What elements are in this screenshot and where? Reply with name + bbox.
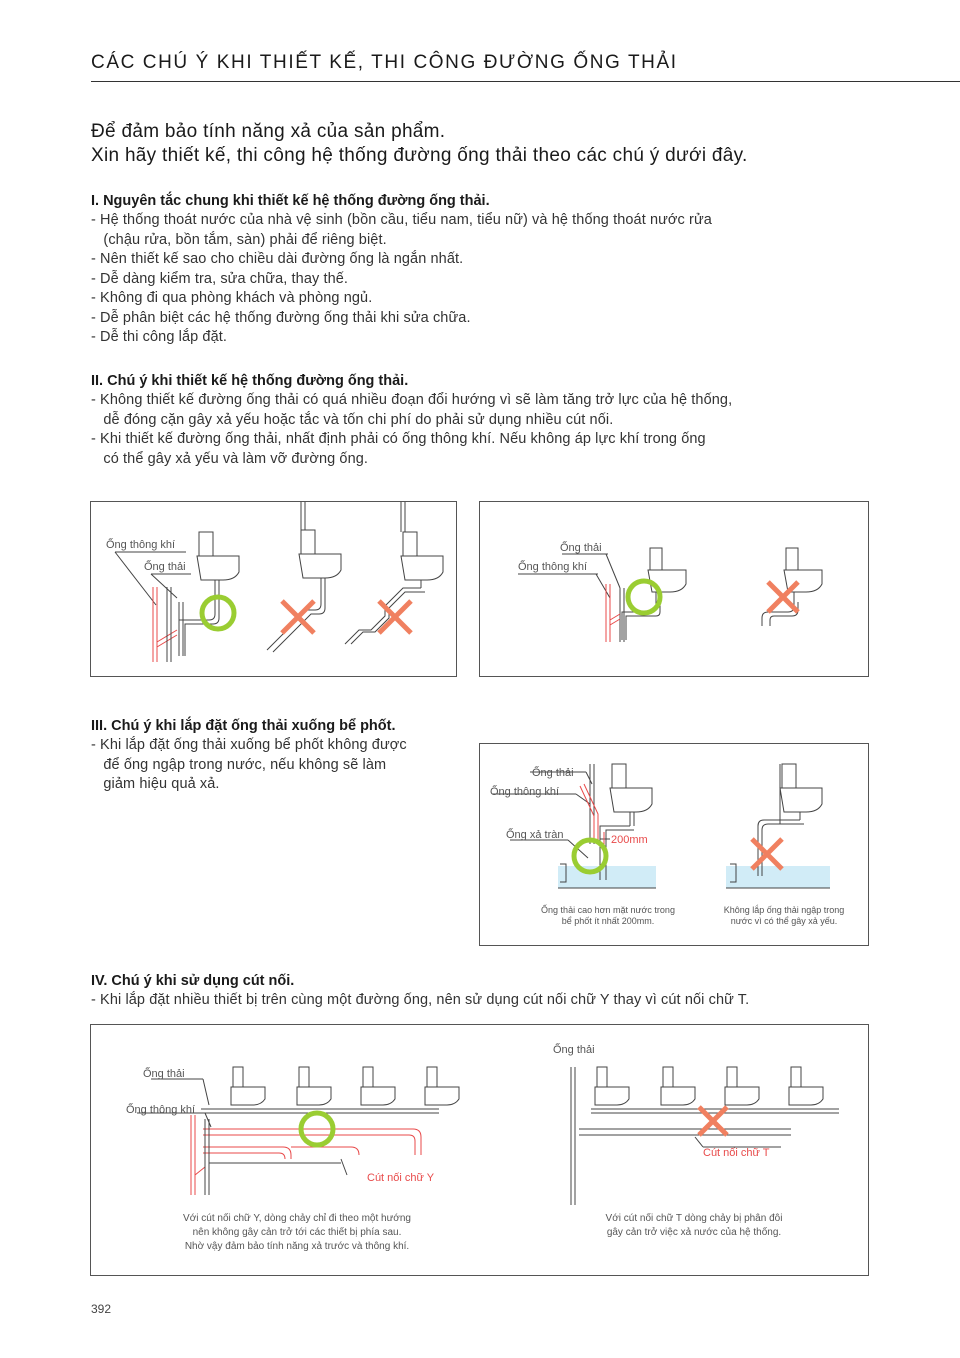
caption-ok-line: bể phốt ít nhất 200mm. xyxy=(561,916,655,926)
section-2-line: - Không thiết kế đường ống thải có quá nhiều đoạn đổi hướng vì sẽ làm tăng trở lực của hệ thống, xyxy=(91,392,733,408)
drain-pipe-label: Ống thải xyxy=(143,1068,185,1080)
section-2-line: dễ đóng cặn gây xả yếu hoặc tắc và tốn chi phí do phải sử dụng nhiều cút nối. xyxy=(91,411,614,428)
caption-right-line: Với cút nối chữ T dòng chảy bị phân đôi xyxy=(605,1213,783,1224)
figure-septic-tank xyxy=(479,743,869,946)
caption-right-line: gây cản trở việc xả nước của hệ thống. xyxy=(606,1227,782,1238)
section-4-line: - Khi lắp đặt nhiều thiết bị trên cùng một đường ống, nên sử dụng cút nối chữ Y thay vì cút nối chữ T. xyxy=(91,992,750,1008)
bad-cross-icon xyxy=(282,601,314,633)
toilet-group-left xyxy=(231,1067,459,1105)
drain-pipe-label: Ống thải xyxy=(532,767,574,779)
caption-left-line: nên không gây cản trở tới các thiết bị phía sau. xyxy=(192,1227,402,1238)
section-2-body xyxy=(91,392,732,470)
drain-pipe-label: Ống thải xyxy=(553,1044,595,1056)
toilet-group-right xyxy=(595,1067,823,1105)
section-4-heading: IV. Chú ý khi sử dụng cút nối. xyxy=(91,973,295,989)
caption-left-line: Với cút nối chữ Y, dòng chảy chỉ đi theo một hướng xyxy=(183,1213,411,1224)
header-divider xyxy=(91,81,960,82)
intro-line-2: Xin hãy thiết kế, thi công hệ thống đường ống thải theo các chú ý dưới đây. xyxy=(91,145,748,166)
section-1-heading: I. Nguyên tắc chung khi thiết kế hệ thống đường ống thải. xyxy=(91,193,490,209)
figure-vent-pipe-turns-drawing xyxy=(91,502,455,675)
section-2-line: - Khi thiết kế đường ống thải, nhất định phải có ống thông khí. Nếu không áp lực khí trong ống xyxy=(91,431,706,447)
section-3-line: - Khi lắp đặt ống thải xuống bể phốt không được xyxy=(91,737,407,753)
section-1-line: - Dễ thi công lắp đặt. xyxy=(91,329,227,345)
section-1-line: - Nên thiết kế sao cho chiều dài đường ống là ngắn nhất. xyxy=(91,251,464,267)
caption-left-line: Nhờ vậy đảm bảo tính năng xả trước và thông khí. xyxy=(184,1241,410,1252)
drain-pipe-label: Ống thải xyxy=(144,561,186,573)
section-3-line: để ống ngập trong nước, nếu không sẽ làm xyxy=(91,756,387,773)
section-4-body xyxy=(91,992,749,1012)
vent-pipe-label: Ống thông khí xyxy=(518,561,588,573)
ok-ring-icon xyxy=(202,597,234,629)
drain-pipe-label: Ống thải xyxy=(560,542,602,554)
figure-fittings-drawing xyxy=(91,1025,867,1274)
section-1-line: - Không đi qua phòng khách và phòng ngủ. xyxy=(91,290,373,306)
section-3-body xyxy=(91,737,407,796)
section-1-line: - Dễ dàng kiểm tra, sửa chữa, thay thế. xyxy=(91,270,349,287)
caption-bad-line: Không lắp ống thải ngập trong xyxy=(723,905,845,915)
page-title: CÁC CHÚ Ý KHI THIẾT KẾ, THI CÔNG ĐƯỜNG ỐNG THẢI xyxy=(91,52,678,73)
septic-water xyxy=(558,866,656,888)
section-3-heading: III. Chú ý khi lắp đặt ống thải xuống bể phốt. xyxy=(91,718,396,734)
section-1-line: (chậu rửa, bồn tắm, sàn) phải để riêng biệt. xyxy=(91,231,387,248)
figure-vent-pipe-required xyxy=(479,501,869,677)
caption-ok-line: Ống thải cao hơn mặt nước trong xyxy=(541,905,675,915)
figure-fittings xyxy=(90,1024,869,1276)
section-3-line: giảm hiệu quả xả. xyxy=(91,776,220,792)
caption-bad-line: nước vì có thể gây xả yếu. xyxy=(730,916,838,926)
vent-pipe-label: Ống thông khí xyxy=(126,1104,196,1116)
section-1-body xyxy=(91,212,712,349)
y-fitting-label: Cút nối chữ Y xyxy=(367,1172,435,1184)
overflow-pipe-label: Ống xả tràn xyxy=(506,829,564,841)
section-2-line: có thể gây xả yếu và làm vỡ đường ống. xyxy=(91,450,369,467)
dimension-label: 200mm xyxy=(611,834,648,846)
bad-cross-icon xyxy=(699,1107,727,1135)
t-fitting-label: Cút nối chữ T xyxy=(703,1147,770,1159)
vent-pipe-label: Ống thông khí xyxy=(490,786,560,798)
figure-vent-pipe-turns xyxy=(90,501,457,677)
vent-pipe-label: Ống thông khí xyxy=(106,539,176,551)
septic-water xyxy=(726,866,830,888)
page-number: 392 xyxy=(91,1302,112,1316)
section-1-line: - Dễ phân biệt các hệ thống đường ống thải khi sửa chữa. xyxy=(91,309,471,326)
ok-ring-icon xyxy=(628,581,660,613)
intro-line-1: Để đảm bảo tính năng xả của sản phẩm. xyxy=(91,121,446,142)
figure-septic-tank-drawing xyxy=(480,744,867,944)
bad-cross-icon xyxy=(752,839,782,869)
section-1-line: - Hệ thống thoát nước của nhà vệ sinh (bồn cầu, tiểu nam, tiểu nữ) và hệ thống thoát nước rửa xyxy=(91,212,712,228)
section-2-heading: II. Chú ý khi thiết kế hệ thống đường ống thải. xyxy=(91,373,409,389)
figure-vent-pipe-required-drawing xyxy=(480,502,867,675)
